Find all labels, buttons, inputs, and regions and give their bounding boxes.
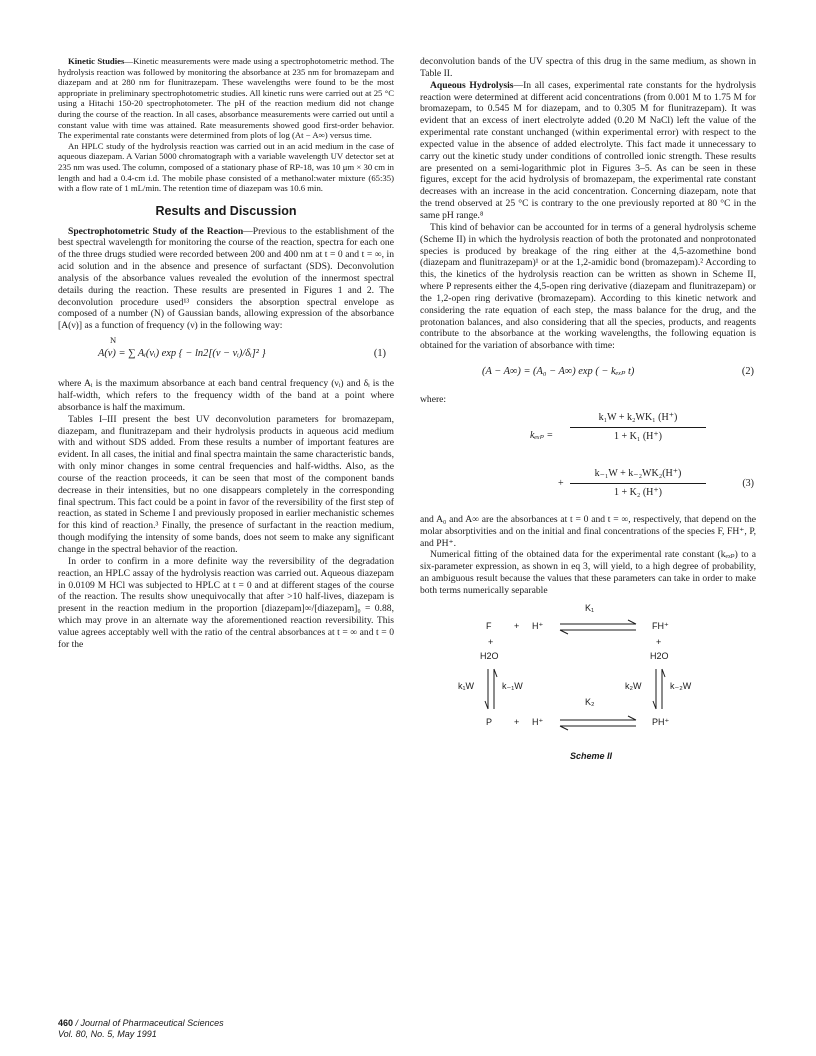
scheme-k2w-label: k₂W: [625, 680, 642, 691]
scheme-proton-bottom: H⁺: [532, 716, 544, 727]
scheme-ii: [420, 601, 756, 761]
scheme-species-f: F: [486, 620, 492, 631]
scheme-caption: Scheme II: [570, 750, 613, 761]
equation-1: [58, 335, 394, 372]
hplc-paragraph: An HPLC study of the hydrolysis reaction was carried out in an acid medium in the case of aqueous diazepam. A Varian 5000 chromatograph with a variable wavelength UV detector set at 235 nm was used. The column, composed of a stationary phase of RP-18, was 10 μm × 30 cm in length and had a 0.4-cm i.d. The mobile phase consisted of a methanol:water mixture (65:35) with a flow rate of 1 mL/min. The retention time of diazepam was 10.6 min.: [58, 140, 394, 194]
fraction-1: [570, 412, 706, 443]
page-footer: [58, 1018, 224, 1040]
equation-3: [420, 406, 756, 514]
section-heading: Results and Discussion: [155, 203, 297, 218]
spectro-paragraph: [58, 226, 394, 333]
where-label: where:: [420, 394, 447, 406]
fraction-2-numerator: k₋₁W + k₋₂WK₂(H⁺): [594, 467, 682, 479]
scheme-plus-right: +: [656, 636, 662, 647]
equation-2: [420, 362, 756, 388]
spectro-heading: Spectrophotometric Study of the Reaction: [68, 225, 244, 237]
equation-2-number: (2): [741, 366, 754, 378]
equation-1-body: A(ν) = ∑ Aᵢ(νᵢ) exp { − ln2[(ν − νᵢ)/δᵢ]² }: [98, 348, 266, 360]
equation-1-number: (1): [373, 348, 386, 360]
aqueous-heading: Aqueous Hydrolysis: [430, 79, 514, 91]
equation-3-number: (3): [742, 477, 754, 489]
scheme-equilibrium-arrow-top: [556, 619, 640, 635]
scheme-k1w-label: k₁W: [458, 680, 475, 691]
scheme-km2w-label: k₋₂W: [670, 680, 692, 691]
scheme-species-ph: PH⁺: [652, 716, 670, 727]
scheme-vertical-arrows-left: [484, 665, 498, 713]
spectro-text: —Previous to the establishment of the best spectral wavelength for monitoring the course of the reaction, spectra for each one of the three drugs studied were recorded between 200 and 400 nm at t = 0 and t = ∞, in acid solution and in the absence and presence of surfactant (SDS). Deconvolution analysis of the absorbance values revealed the evolution of the innermost spectral details during the reaction. These results are presented in Figures 1 and 2. The deconvolution procedure used¹³ considers the absorption spectral envelope as composed of a number (N) of Gaussian bands, allowing expression of the absorbance [A(ν)] as a function of frequency (ν) in the following way:: [58, 225, 394, 332]
kinetic-studies-text: —Kinetic measurements were made using a spectrophotometric method. The hydrolysis reaction was followed by monitoring the absorbance at 235 nm for bromazepam and diazepam and at 280 nm for flunitrazepam. These wavelengths were found to be the most appropriate in preliminary spectrophotometric studies. All kinetic runs were carried out at 25 °C using a Hitachi 150-20 spectrophotometer. The pH of the reaction medium did not change during the course of the reaction. In all cases, absorbance measurements were carried out until a constant value with time was attained. Rate measurements showed good first-order behavior. The experimental rate constants were determined from plots of log (At − A∞) versus time.: [58, 56, 394, 141]
equation-1-sum-limit: N: [110, 335, 117, 346]
behavior-paragraph: This kind of behavior can be accounted for in terms of a general hydrolysis scheme (Scheme II) in which the hydrolysis reaction of both the protonated and nonprotonated species is produced by breakage of the ring either at the 4,5-azomethine bond (diazepam and flunitrazepam)¹ or at the 1,2-amidic bond (bromazepam).² According to this, the kinetics of the hydrolysis reaction can be written as shown in Scheme II, where P represents either the 4,5-open ring derivative (diazepam and flunitrazepam) or the 1,2-open ring derivative (bromazepam). According to this kinetic network and considering the rate equation of each step, the mass balance for the drug, and the protonation balances, and also considering that all the species, products, and reagents contribute to the absorbance at the working wavelengths, the following equation is obtained for the variation of absorbance with time:: [420, 221, 756, 352]
methods-block: [58, 56, 394, 194]
scheme-k1-label: K₁: [585, 602, 595, 613]
scheme-vertical-arrows-right: [652, 665, 666, 713]
fraction-2: [570, 468, 706, 499]
aqueous-paragraph: [420, 80, 756, 222]
scheme-km1w-label: k₋₁W: [502, 680, 523, 691]
scheme-plus-top: +: [514, 620, 520, 631]
fraction-2-denominator: 1 + K₂ (H⁺): [613, 486, 662, 498]
continued-paragraph: deconvolution bands of the UV spectra of this drug in the same medium, as shown in Table II.: [420, 56, 756, 79]
kinetic-studies-heading: Kinetic Studies: [68, 56, 125, 66]
scheme-equilibrium-arrow-bottom: [556, 715, 640, 731]
scheme-plus-left: +: [488, 636, 494, 647]
fraction-2-bar: [570, 483, 706, 484]
scheme-water-left: H2O: [480, 650, 499, 661]
journal-name: / Journal of Pharmaceutical Sciences: [73, 1018, 224, 1028]
page-number: 460: [58, 1018, 74, 1028]
kinetic-studies-paragraph: [58, 56, 394, 141]
aqueous-text: —In all cases, experimental rate constants for the hydrolysis reaction were determined at different acid concentrations (from 0.001 M to 1.75 M for bromazepam, to 0.545 M for diazepam, and to 0.305 M for flunitrazepam). It was evident that an excess of inert electrolyte added (0.20 M NaCl) left the value of the experimental rate constant unchanged (within experimental error) with respect to the expected value in the absence of added electrolyte. This fact made it unnecessary to carry out the kinetic study under conditions of controlled ionic strength. These results are presented on a semi-logarithmic plot in Figures 3–5. As can be seen in these figures, except for the acid hydrolysis of bromazepam, the experimental rate constant decreases with an increase in the acid concentration. Concerning diazepam, note that the trend observed at 25 °C is contrary to the one previously reported at 80 °C in the same pH range.⁸: [420, 79, 756, 221]
scheme-plus-bottom: +: [514, 716, 520, 727]
kexp-label: kₑₓₚ =: [530, 429, 554, 441]
scheme-k2-label: K₂: [585, 696, 595, 707]
scheme-species-fh: FH⁺: [652, 620, 669, 631]
plus-sign: +: [558, 477, 564, 489]
fraction-1-numerator: k₁W + k₂WK₁ (H⁺): [598, 411, 678, 423]
right-column: [420, 56, 756, 761]
scheme-water-right: H2O: [650, 650, 669, 661]
absorbance-paragraph: and A₀ and A∞ are the absorbances at t = 0 and t = ∞, respectively, that depend on the molar absorptivities and on the initial and final concentrations of the species F, FH⁺, P, and PH⁺.: [420, 513, 756, 549]
footer-volume: Vol. 80, No. 5, May 1991: [58, 1029, 157, 1039]
scheme-species-p: P: [486, 716, 493, 727]
left-column: [58, 56, 394, 651]
fraction-1-bar: [570, 427, 706, 428]
eq1-explanation-paragraph: where Aᵢ is the maximum absorbance at each band central frequency (νᵢ) and δᵢ is the half-width, which refers to the frequency width of the band at a point where absorbance is half the maximum.: [58, 378, 394, 413]
footer-line-1: [58, 1018, 224, 1029]
fitting-paragraph: Numerical fitting of the obtained data for the experimental rate constant (kₑₓₚ) to a six-parameter expression, as shown in eq 3, will yield, to a high degree of probability, an ambiguous result because the values that these parameters can take in order to make both terms numerically separable: [420, 549, 756, 596]
tables-paragraph: Tables I–III present the best UV deconvolution parameters for bromazepam, diazepam, and flunitrazepam and their hydrolysis products in aqueous acid medium with and without SDS added. From these results a number of important features are evident. In all cases, the initial and final spectra maintain the same characteristic bands, with only minor changes in some central frequencies and half-widths. Also, as the course of the reaction proceeds, it can be seen that most of the component bands decrease in their intensities, but no one disappears completely in the corresponding final spectrum. This fact could be a point in favor of the reversibility of the first step of reaction, as stated in Scheme I and previously proposed in earlier mechanistic schemes for this kind of reaction.³ Finally, the presence of surfactant in the reaction medium, though modifying the intensity of some bands, does not seem to make any significant change in the spectral behavior of the reaction.: [58, 413, 394, 555]
fraction-1-denominator: 1 + K₁ (H⁺): [613, 430, 662, 442]
equation-2-body: (A − A∞) = (A₀ − A∞) exp ( − kₑₓₚ t): [482, 366, 635, 378]
scheme-proton-top: H⁺: [532, 620, 544, 631]
confirm-paragraph: In order to confirm in a more definite way the reversibility of the degradation reaction, an HPLC assay of the hydrolysis reaction was carried out. Aqueous diazepam in 0.0109 M HCl was subjected to HPLC at t = 0 and at different stages of the course of the reaction. The results show unequivocally that after >10 half-lives, diazepam is present in the reaction medium in the proportion [diazepam]∞/[diazepam]₀ = 0.88, which may prove in an alternate way the aforementioned reaction reversibility. This value agrees acceptably well with the ratio of the central absorbances at t = ∞ and t = 0 for the: [58, 555, 394, 650]
